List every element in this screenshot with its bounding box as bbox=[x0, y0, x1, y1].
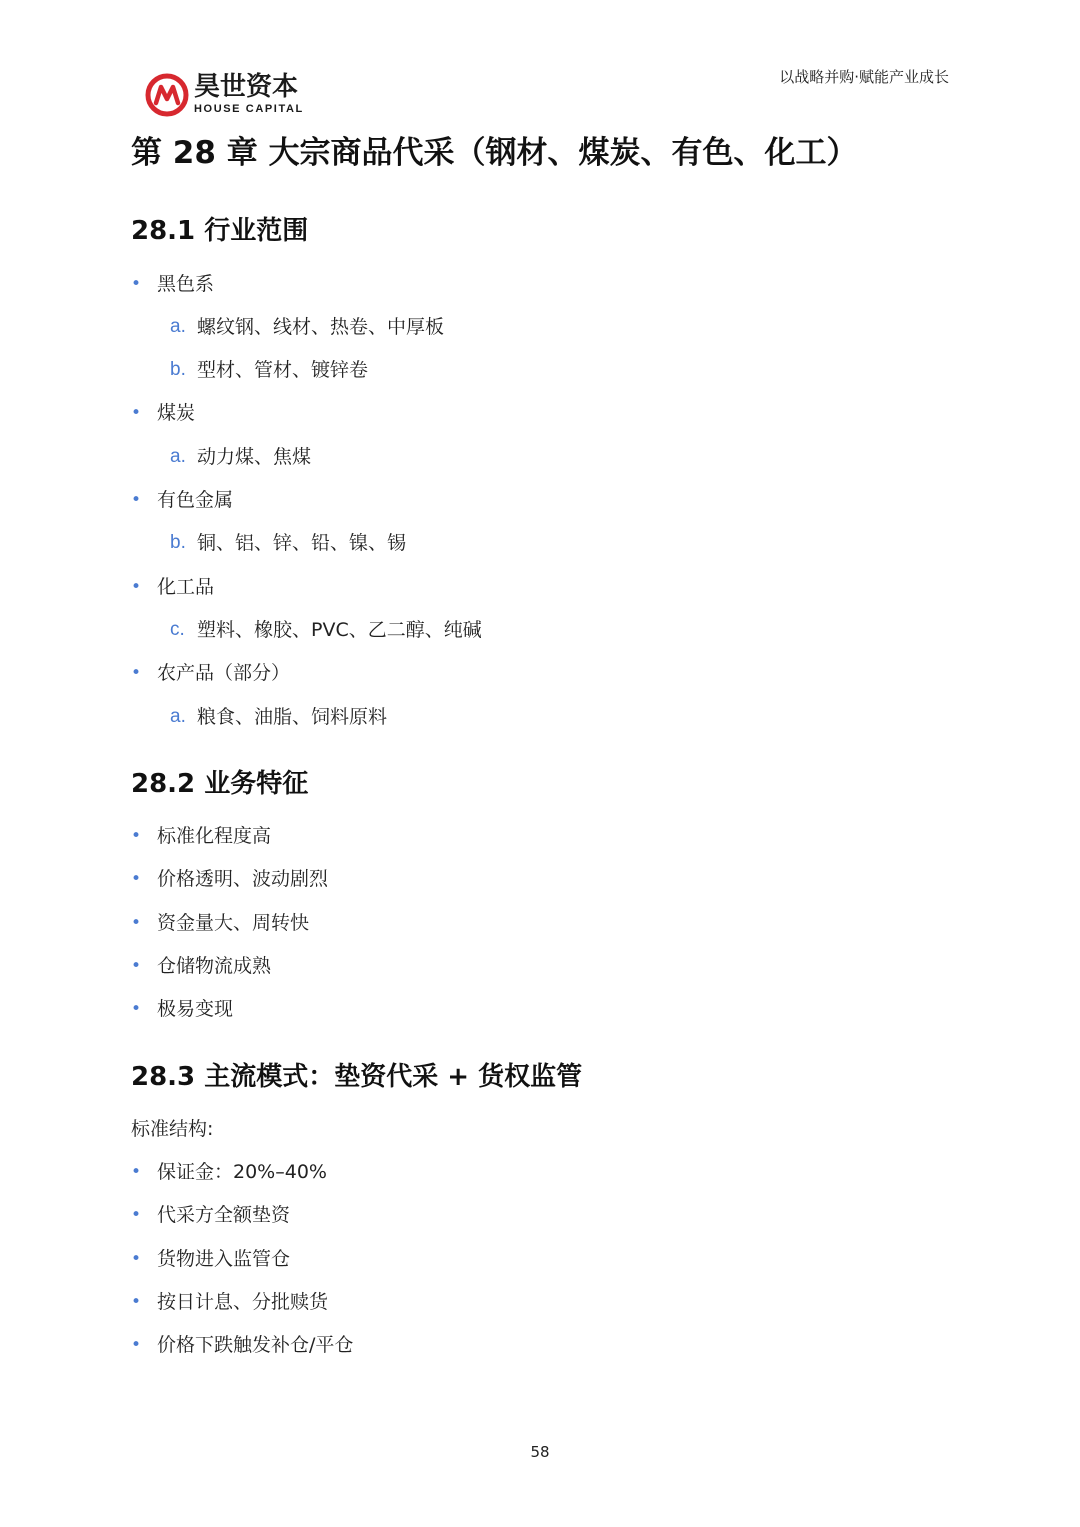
section-title-28-1: 28.1 行业范围 bbox=[131, 216, 309, 246]
header-tagline: 以战略并购·赋能产业成长 bbox=[779, 68, 949, 86]
logo-mark-icon bbox=[144, 72, 190, 118]
bullet-icon: • bbox=[131, 1335, 142, 1355]
list-item-label: 保证金：20%–40% bbox=[157, 1161, 327, 1183]
bullet-icon: • bbox=[131, 826, 142, 846]
sub-list-item-label: 塑料、橡胶、PVC、乙二醇、纯碱 bbox=[197, 619, 482, 641]
list-item-label: 仓储物流成熟 bbox=[157, 955, 272, 977]
bullet-icon: • bbox=[131, 1292, 142, 1312]
list-item-label: 代采方全额垫资 bbox=[157, 1204, 291, 1226]
list-item-label: 资金量大、周转快 bbox=[157, 912, 310, 934]
sub-list-marker: b. bbox=[170, 359, 186, 380]
bullet-icon: • bbox=[131, 577, 142, 597]
logo-english-name: HOUSE CAPITAL bbox=[194, 103, 304, 115]
list-item-label: 标准化程度高 bbox=[157, 825, 272, 847]
bullet-icon: • bbox=[131, 490, 142, 510]
intro-text: 标准结构: bbox=[131, 1118, 214, 1140]
bullet-icon: • bbox=[131, 1249, 142, 1269]
list-item-label: 煤炭 bbox=[157, 402, 196, 424]
bullet-icon: • bbox=[131, 1205, 142, 1225]
list-item-label: 极易变现 bbox=[157, 998, 234, 1020]
section-title-28-3: 28.3 主流模式：垫资代采 + 货权监管 bbox=[131, 1062, 583, 1092]
bullet-icon: • bbox=[131, 403, 142, 423]
sub-list-marker: b. bbox=[170, 532, 186, 553]
list-item-label: 价格下跌触发补仓/平仓 bbox=[157, 1334, 354, 1356]
page-number: 58 bbox=[530, 1443, 550, 1461]
sub-list-marker: c. bbox=[170, 619, 185, 640]
bullet-icon: • bbox=[131, 999, 142, 1019]
chapter-title: 第 28 章 大宗商品代采（钢材、煤炭、有色、化工） bbox=[131, 135, 858, 171]
sub-list-marker: a. bbox=[170, 446, 186, 467]
company-logo bbox=[144, 70, 314, 120]
logo-chinese-name: 昊世资本 bbox=[194, 72, 299, 102]
list-item-label: 农产品（部分） bbox=[157, 662, 291, 684]
list-item-label: 价格透明、波动剧烈 bbox=[157, 868, 329, 890]
list-item-label: 化工品 bbox=[157, 576, 215, 598]
list-item-label: 黑色系 bbox=[157, 273, 215, 295]
sub-list-marker: a. bbox=[170, 316, 186, 337]
section-title-28-2: 28.2 业务特征 bbox=[131, 769, 309, 799]
bullet-icon: • bbox=[131, 274, 142, 294]
sub-list-item-label: 铜、铝、锌、铅、镍、锡 bbox=[197, 532, 407, 554]
list-item-label: 按日计息、分批赎货 bbox=[157, 1291, 329, 1313]
bullet-icon: • bbox=[131, 869, 142, 889]
sub-list-marker: a. bbox=[170, 706, 186, 727]
sub-list-item-label: 动力煤、焦煤 bbox=[197, 446, 312, 468]
bullet-icon: • bbox=[131, 1162, 142, 1182]
bullet-icon: • bbox=[131, 956, 142, 976]
sub-list-item-label: 型材、管材、镀锌卷 bbox=[197, 359, 369, 381]
bullet-icon: • bbox=[131, 913, 142, 933]
sub-list-item-label: 粮食、油脂、饲料原料 bbox=[197, 706, 388, 728]
list-item-label: 有色金属 bbox=[157, 489, 234, 511]
list-item-label: 货物进入监管仓 bbox=[157, 1248, 291, 1270]
bullet-icon: • bbox=[131, 663, 142, 683]
sub-list-item-label: 螺纹钢、线材、热卷、中厚板 bbox=[197, 316, 445, 338]
